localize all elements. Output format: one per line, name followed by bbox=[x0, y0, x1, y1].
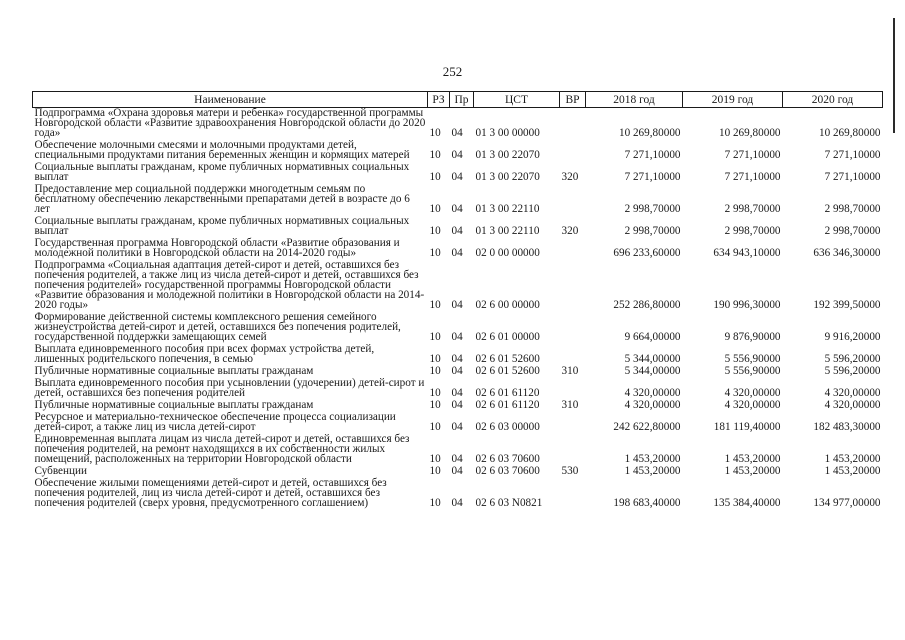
cell-2018: 242 622,80000 bbox=[613, 421, 681, 433]
cell-2020: 10 269,80000 bbox=[818, 127, 881, 139]
cell-cst: 02 6 03 70600 bbox=[475, 465, 540, 477]
cell-vr bbox=[560, 140, 586, 162]
header-cst: ЦСТ bbox=[474, 92, 560, 108]
table-row bbox=[33, 344, 883, 366]
cell-vr bbox=[560, 344, 586, 366]
cell-cst: 02 6 01 61120 bbox=[475, 399, 540, 411]
cell-vr: 530 bbox=[561, 465, 579, 477]
cell-vr bbox=[560, 108, 586, 141]
cell-name: Государственная программа Новгородской области «Развитие образования и молодежной политики в Новгородской области на 2014-2020 годы» bbox=[34, 237, 400, 259]
cell-rz: 10 bbox=[429, 465, 441, 477]
cell-name: Выплата единовременного пособия при усыновлении (удочерении) детей-сирот и детей, оставшихся без попечения родителей bbox=[34, 377, 425, 399]
cell-cst: 02 6 01 00000 bbox=[475, 331, 540, 343]
header-2018: 2018 год bbox=[586, 92, 683, 108]
cell-2019: 7 271,10000 bbox=[724, 171, 781, 183]
cell-pr: 04 bbox=[451, 365, 463, 377]
cell-pr: 04 bbox=[451, 399, 463, 411]
cell-name: Субвенции bbox=[34, 465, 87, 477]
cell-2019: 2 998,70000 bbox=[724, 225, 781, 237]
table-row bbox=[33, 434, 883, 466]
cell-vr: 320 bbox=[561, 171, 579, 183]
cell-2019: 4 320,00000 bbox=[724, 399, 781, 411]
cell-rz: 10 bbox=[429, 331, 441, 343]
table-row bbox=[33, 162, 883, 184]
cell-pr: 04 bbox=[451, 353, 463, 365]
cell-vr: 310 bbox=[561, 365, 579, 377]
cell-2019: 10 269,80000 bbox=[718, 127, 781, 139]
cell-2019: 181 119,40000 bbox=[713, 421, 781, 433]
cell-2020: 1 453,20000 bbox=[824, 453, 881, 465]
cell-2020: 7 271,10000 bbox=[824, 149, 881, 161]
cell-pr: 04 bbox=[451, 421, 463, 433]
cell-cst: 02 6 03 70600 bbox=[475, 453, 540, 465]
cell-2020: 134 977,00000 bbox=[813, 497, 881, 509]
cell-pr: 04 bbox=[451, 247, 463, 259]
cell-2019: 1 453,20000 bbox=[724, 465, 781, 477]
cell-name: Подпрограмма «Охрана здоровья матери и ребенка» государственной программы Новгородской области «Развитие здравоохранения Новгородской области до 2020 года» bbox=[34, 107, 426, 139]
cell-vr bbox=[560, 478, 586, 510]
cell-2020: 182 483,30000 bbox=[813, 421, 881, 433]
cell-rz: 10 bbox=[429, 353, 441, 365]
cell-vr bbox=[560, 378, 586, 400]
cell-2020: 4 320,00000 bbox=[824, 387, 881, 399]
cell-cst: 02 6 00 00000 bbox=[475, 299, 540, 311]
cell-2019: 5 556,90000 bbox=[724, 353, 781, 365]
cell-rz: 10 bbox=[429, 203, 441, 215]
cell-rz: 10 bbox=[429, 365, 441, 377]
cell-2020: 9 916,20000 bbox=[824, 331, 881, 343]
table-row bbox=[33, 140, 883, 162]
cell-2020: 5 596,20000 bbox=[824, 353, 881, 365]
table-row bbox=[33, 260, 883, 312]
cell-name: Выплата единовременного пособия при всех формах устройства детей, лишенных родительского попечения, в семью bbox=[34, 343, 375, 365]
table-row bbox=[33, 238, 883, 260]
cell-rz: 10 bbox=[429, 421, 441, 433]
cell-2018: 1 453,20000 bbox=[624, 465, 681, 477]
cell-2018: 4 320,00000 bbox=[624, 387, 681, 399]
header-rz: РЗ bbox=[428, 92, 450, 108]
cell-cst: 01 3 00 22070 bbox=[475, 149, 540, 161]
cell-2020: 5 596,20000 bbox=[824, 365, 881, 377]
cell-name: Публичные нормативные социальные выплаты гражданам bbox=[34, 365, 314, 377]
cell-vr: 320 bbox=[561, 225, 579, 237]
cell-2018: 2 998,70000 bbox=[624, 225, 681, 237]
table-row bbox=[33, 216, 883, 238]
cell-2020: 636 346,30000 bbox=[813, 247, 881, 259]
cell-name: Ресурсное и материально-техническое обеспечение процесса социализации детей-сирот, а также лиц из числа детей-сирот bbox=[34, 411, 396, 433]
cell-cst: 02 6 01 52600 bbox=[475, 353, 540, 365]
cell-vr bbox=[560, 412, 586, 434]
cell-pr: 04 bbox=[451, 203, 463, 215]
table-row bbox=[33, 312, 883, 344]
cell-2018: 1 453,20000 bbox=[624, 453, 681, 465]
table-row bbox=[33, 412, 883, 434]
cell-2019: 190 996,30000 bbox=[713, 299, 781, 311]
cell-vr bbox=[560, 312, 586, 344]
cell-pr: 04 bbox=[451, 453, 463, 465]
cell-2020: 192 399,50000 bbox=[813, 299, 881, 311]
cell-name: Социальные выплаты гражданам, кроме публичных нормативных социальных выплат bbox=[34, 161, 410, 183]
cell-2020: 2 998,70000 bbox=[824, 225, 881, 237]
cell-rz: 10 bbox=[429, 225, 441, 237]
cell-2019: 1 453,20000 bbox=[724, 453, 781, 465]
cell-2020: 7 271,10000 bbox=[824, 171, 881, 183]
cell-2018: 696 233,60000 bbox=[613, 247, 681, 259]
table-header-row bbox=[33, 92, 883, 108]
cell-2018: 5 344,00000 bbox=[624, 353, 681, 365]
cell-vr bbox=[560, 238, 586, 260]
budget-table bbox=[32, 91, 883, 510]
cell-cst: 02 6 03 00000 bbox=[475, 421, 540, 433]
cell-2018: 9 664,00000 bbox=[624, 331, 681, 343]
cell-2019: 9 876,90000 bbox=[724, 331, 781, 343]
cell-name: Подпрограмма «Социальная адаптация детей-сирот и детей, оставшихся без попечения родителей, а также лиц из числа детей-сирот и детей, оставшихся без попечения родителей» государственной программы Новгородской области «Развитие образования и молодежной политики в Новгородской области на 2014-2020 годы» bbox=[34, 259, 425, 311]
cell-2018: 7 271,10000 bbox=[624, 149, 681, 161]
header-2020: 2020 год bbox=[783, 92, 883, 108]
cell-pr: 04 bbox=[451, 149, 463, 161]
cell-2020: 2 998,70000 bbox=[824, 203, 881, 215]
cell-rz: 10 bbox=[429, 387, 441, 399]
cell-rz: 10 bbox=[429, 453, 441, 465]
cell-2019: 7 271,10000 bbox=[724, 149, 781, 161]
cell-2019: 135 384,40000 bbox=[713, 497, 781, 509]
cell-cst: 01 3 00 00000 bbox=[475, 127, 540, 139]
cell-pr: 04 bbox=[451, 465, 463, 477]
table-row bbox=[33, 108, 883, 141]
cell-name: Формирование действенной системы комплексного решения семейного жизнеустройства детей-сирот и детей, оставшихся без попечения родителей, государственной поддержки замещающих семей bbox=[34, 311, 401, 343]
cell-2018: 7 271,10000 bbox=[624, 171, 681, 183]
cell-pr: 04 bbox=[451, 171, 463, 183]
cell-pr: 04 bbox=[451, 387, 463, 399]
cell-2020: 4 320,00000 bbox=[824, 399, 881, 411]
cell-name: Публичные нормативные социальные выплаты гражданам bbox=[34, 399, 314, 411]
cell-cst: 01 3 00 22070 bbox=[475, 171, 540, 183]
cell-cst: 02 6 01 61120 bbox=[475, 387, 540, 399]
cell-name: Обеспечение жилыми помещениями детей-сирот и детей, оставшихся без попечения родителей, лиц из числа детей-сирот и детей, оставшихся без попечения родителей (сверх уровня, предусмотренного соглашением) bbox=[34, 477, 387, 509]
cell-name: Предоставление мер социальной поддержки многодетным семьям по бесплатному обеспечению лекарственными препаратами детей в возрасте до 6 лет bbox=[34, 183, 410, 215]
cell-rz: 10 bbox=[429, 247, 441, 259]
cell-rz: 10 bbox=[429, 497, 441, 509]
page-number: 252 bbox=[442, 64, 463, 79]
cell-cst: 01 3 00 22110 bbox=[475, 225, 540, 237]
header-vr: ВР bbox=[560, 92, 586, 108]
cell-cst: 02 0 00 00000 bbox=[475, 247, 540, 259]
cell-2018: 4 320,00000 bbox=[624, 399, 681, 411]
cell-pr: 04 bbox=[451, 331, 463, 343]
cell-vr bbox=[560, 184, 586, 216]
cell-2018: 2 998,70000 bbox=[624, 203, 681, 215]
cell-2018: 5 344,00000 bbox=[624, 365, 681, 377]
cell-pr: 04 bbox=[451, 127, 463, 139]
cell-2019: 5 556,90000 bbox=[724, 365, 781, 377]
cell-2019: 634 943,10000 bbox=[713, 247, 781, 259]
cell-vr bbox=[560, 434, 586, 466]
cell-cst: 02 6 03 N0821 bbox=[475, 497, 543, 509]
cell-rz: 10 bbox=[429, 171, 441, 183]
header-pr: Пр bbox=[450, 92, 474, 108]
cell-name: Единовременная выплата лицам из числа детей-сирот и детей, оставшихся без попечения родителей, на ремонт находящихся в их собственности жилых помещений, расположенных на территории Новгородской области bbox=[34, 433, 410, 465]
cell-pr: 04 bbox=[451, 497, 463, 509]
cell-2019: 2 998,70000 bbox=[724, 203, 781, 215]
cell-2018: 198 683,40000 bbox=[613, 497, 681, 509]
header-2019: 2019 год bbox=[683, 92, 783, 108]
cell-rz: 10 bbox=[429, 299, 441, 311]
cell-rz: 10 bbox=[429, 127, 441, 139]
cell-2018: 252 286,80000 bbox=[613, 299, 681, 311]
table-row bbox=[33, 378, 883, 400]
cell-2018: 10 269,80000 bbox=[618, 127, 681, 139]
cell-name: Обеспечение молочными смесями и молочными продуктами детей, специальными продуктами питания беременных женщин и кормящих матерей bbox=[34, 139, 410, 161]
cell-2020: 1 453,20000 bbox=[824, 465, 881, 477]
cell-pr: 04 bbox=[451, 299, 463, 311]
cell-cst: 02 6 01 52600 bbox=[475, 365, 540, 377]
cell-vr bbox=[560, 260, 586, 312]
cell-vr: 310 bbox=[561, 399, 579, 411]
cell-rz: 10 bbox=[429, 399, 441, 411]
header-name: Наименование bbox=[33, 92, 428, 108]
cell-rz: 10 bbox=[429, 149, 441, 161]
cell-cst: 01 3 00 22110 bbox=[475, 203, 540, 215]
cell-pr: 04 bbox=[451, 225, 463, 237]
table-row bbox=[33, 478, 883, 510]
table-row bbox=[33, 184, 883, 216]
cell-name: Социальные выплаты гражданам, кроме публичных нормативных социальных выплат bbox=[34, 215, 410, 237]
cell-2019: 4 320,00000 bbox=[724, 387, 781, 399]
